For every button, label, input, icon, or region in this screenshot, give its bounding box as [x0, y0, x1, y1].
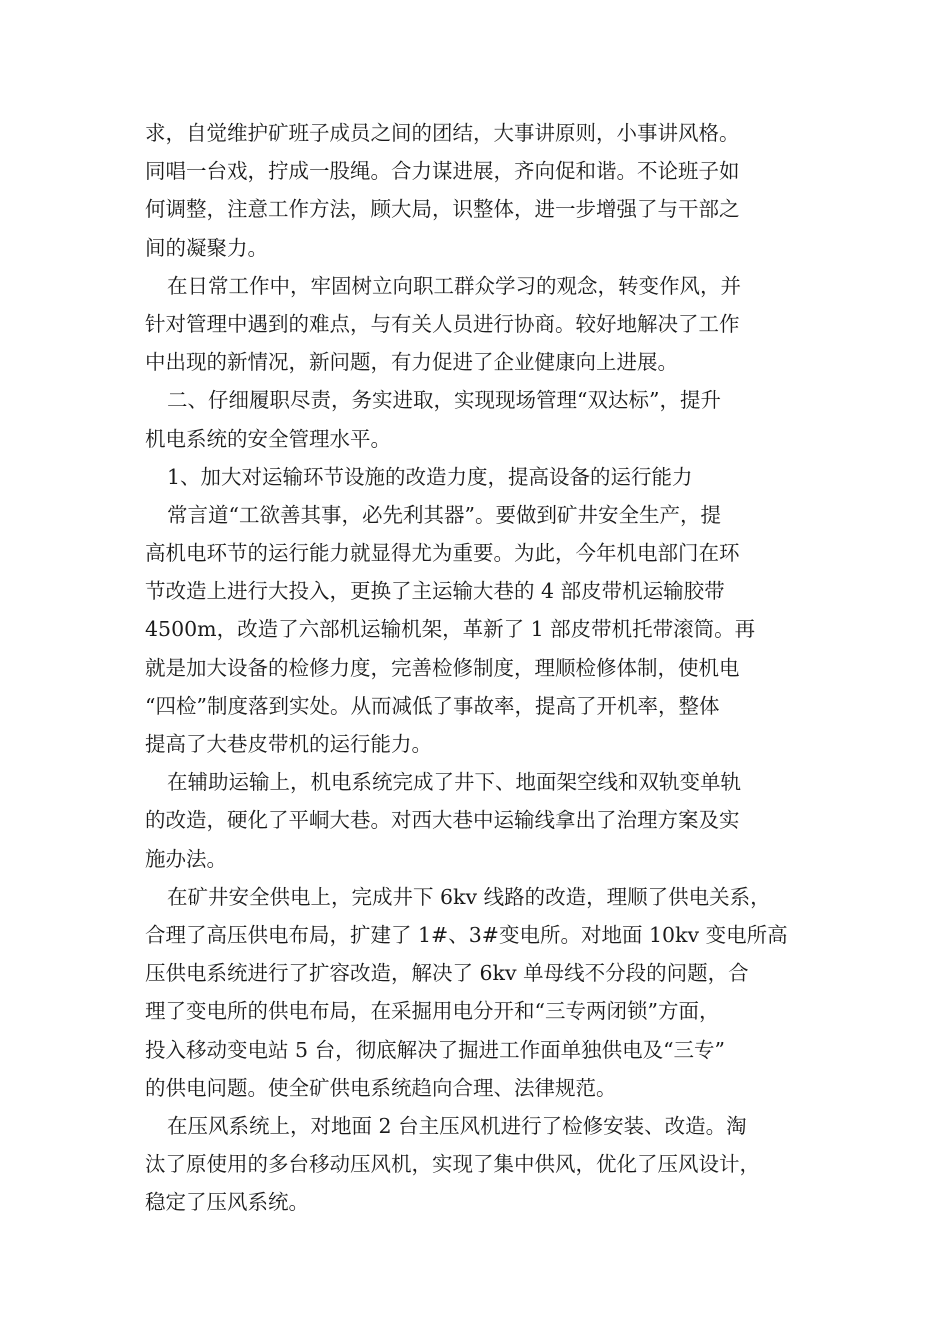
text-line: 在日常工作中，牢固树立向职工群众学习的观念，转变作风，并 [167, 273, 741, 298]
text-line: 针对管理中遇到的难点，与有关人员进行协商。较好地解决了工作 [145, 311, 740, 336]
text-line: 的改造，硬化了平峒大巷。对西大巷中运输线拿出了治理方案及实 [145, 808, 740, 833]
text-line: 投入移动变电站 5 台，彻底解决了掘进工作面单独供电及“三专” [145, 1037, 726, 1062]
text-line: 机电系统的安全管理水平。 [145, 426, 391, 451]
text-line: 同唱一台戏，拧成一股绳。合力谋进展，齐向促和谐。不论班子如 [145, 159, 740, 184]
text-line: 理了变电所的供电布局，在采掘用电分开和“三专两闭锁”方面， [145, 999, 720, 1024]
text-line: 二、仔细履职尽责，务实进取，实现现场管理“双达标”，提升 [167, 388, 721, 413]
text-line: 提高了大巷皮带机的运行能力。 [145, 732, 432, 756]
text-line: 合理了高压供电布局，扩建了 1#、3#变电所。对地面 10kv 变电所高 [145, 922, 788, 947]
text-line: 节改造上进行大投入，更换了主运输大巷的 4 部皮带机运输胶带 [145, 579, 725, 604]
text-line: 就是加大设备的检修力度，完善检修制度，理顺检修体制，使机电 [145, 655, 740, 680]
text-line: 在矿井安全供电上，完成井下 6kv 线路的改造，理顺了供电关系， [167, 884, 771, 909]
text-line: 间的凝聚力。 [145, 235, 268, 260]
text-line: 何调整，注意工作方法，顾大局，识整体，进一步增强了与干部之 [145, 197, 740, 222]
text-line: 高机电环节的运行能力就显得尤为重要。为此，今年机电部门在环 [145, 541, 740, 566]
text-line: 求，自觉维护矿班子成员之间的团结，大事讲原则，小事讲风格。 [145, 121, 740, 145]
text-line: 稳定了压风系统。 [145, 1190, 309, 1215]
text-line: 施办法。 [145, 846, 227, 871]
text-line: 中出现的新情况，新问题，有力促进了企业健康向上进展。 [145, 350, 678, 375]
text-line: 在辅助运输上，机电系统完成了井下、地面架空线和双轨变单轨 [167, 770, 741, 795]
text-line: “四检”制度落到实处。从而减低了事故率，提高了开机率，整体 [145, 693, 720, 718]
document-body [145, 114, 835, 1221]
text-line: 4500m，改造了六部机运输机架，革新了 1 部皮带机托带滚筒。再 [145, 617, 756, 642]
text-line: 压供电系统进行了扩容改造，解决了 6kv 单母线不分段的问题，合 [145, 961, 749, 986]
text-line: 1、加大对运输环节设施的改造力度，提高设备的运行能力 [167, 464, 693, 489]
text-line: 在压风系统上，对地面 2 台主压风机进行了检修安装、改造。淘 [167, 1113, 747, 1138]
text-line: 常言道“工欲善其事，必先利其器”。要做到矿井安全生产，提 [167, 502, 721, 527]
text-line: 的供电问题。使全矿供电系统趋向合理、法律规范。 [145, 1075, 617, 1100]
text-line: 汰了原使用的多台移动压风机，实现了集中供风，优化了压风设计， [145, 1152, 760, 1177]
